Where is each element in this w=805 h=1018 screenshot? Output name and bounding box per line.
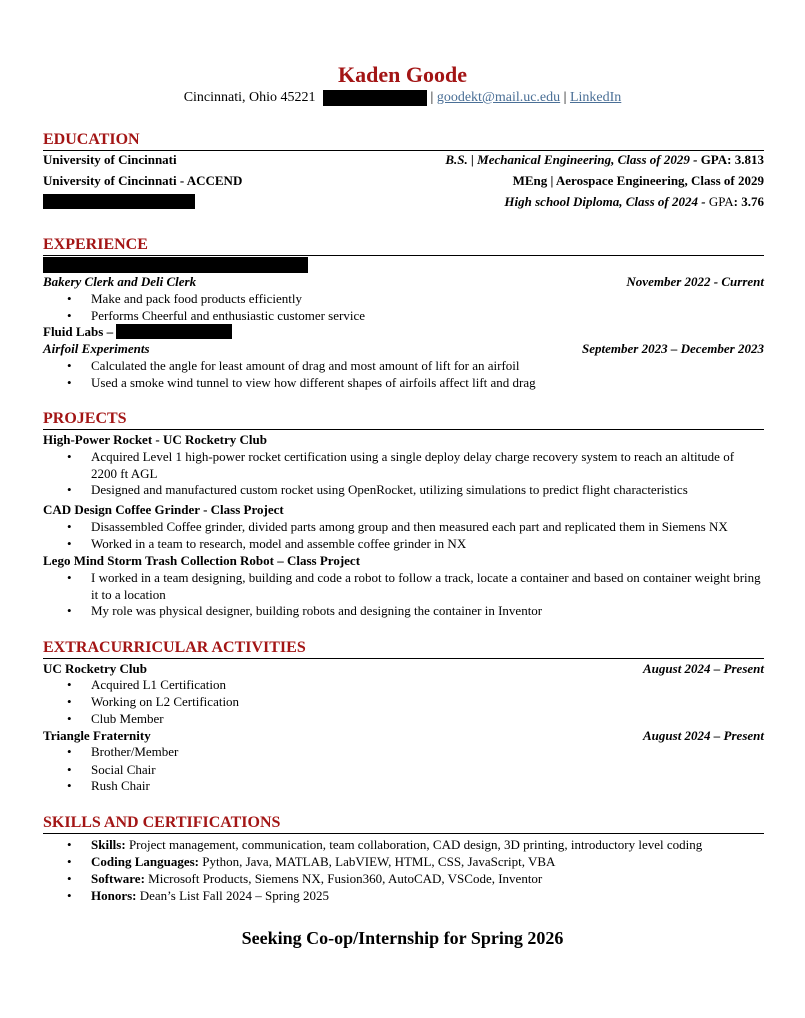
candidate-name: Kaden Goode bbox=[338, 62, 467, 87]
contact-separator-2: | bbox=[560, 90, 570, 105]
activity-dates: August 2024 – Present bbox=[643, 728, 764, 743]
redacted-lab-name bbox=[116, 324, 232, 339]
list-item: • Performs Cheerful and enthusiastic customer service bbox=[91, 308, 761, 325]
list-item: • Calculated the angle for least amount of drag and most amount of lift for an airfoil bbox=[91, 358, 761, 375]
redacted-employer bbox=[43, 257, 308, 273]
projects-heading: PROJECTS bbox=[43, 409, 764, 430]
activity-title: Triangle Fraternity bbox=[43, 728, 151, 743]
list-item: • Skills: Project management, communication, team collaboration, CAD design, 3D printing, introductory level coding bbox=[91, 837, 761, 854]
list-item: • Honors: Dean’s List Fall 2024 – Spring 2025 bbox=[91, 888, 761, 905]
project-title: CAD Design Coffee Grinder - Class Project bbox=[43, 502, 284, 517]
linkedin-link[interactable]: LinkedIn bbox=[569, 90, 622, 105]
skills-heading: SKILLS AND CERTIFICATIONS bbox=[43, 813, 764, 834]
list-item: • Coding Languages: Python, Java, MATLAB, LabVIEW, HTML, CSS, JavaScript, VBA bbox=[91, 854, 761, 871]
list-item: • Rush Chair bbox=[91, 778, 761, 795]
project-title-row bbox=[43, 552, 764, 569]
list-item: • My role was physical designer, building robots and designing the container in Inventor bbox=[91, 603, 761, 620]
redacted-school bbox=[43, 194, 195, 209]
job-title: Bakery Clerk and Deli Clerk bbox=[43, 274, 197, 289]
job-dates: September 2023 – December 2023 bbox=[582, 341, 764, 356]
experience-heading: EXPERIENCE bbox=[43, 235, 764, 256]
project-title: Lego Mind Storm Trash Collection Robot – Class Project bbox=[43, 553, 361, 568]
contact-separator: | bbox=[427, 90, 434, 105]
list-item: • Brother/Member bbox=[91, 744, 761, 761]
location: Cincinnati, Ohio 45221 bbox=[183, 90, 316, 105]
education-row bbox=[43, 151, 764, 168]
degree: B.S. | Mechanical Engineering, Class of 2029 - GPA: 3.813 bbox=[445, 152, 764, 167]
project-title-row bbox=[43, 501, 764, 518]
list-item: • Working on L2 Certification bbox=[91, 694, 761, 711]
list-item: • Club Member bbox=[91, 711, 761, 728]
list-item: • Acquired Level 1 high-power rocket certification using a single deploy delay charge recovery system to reach an altitude of 2200 ft AGL bbox=[91, 449, 761, 482]
project-title-row bbox=[43, 431, 764, 448]
email-link[interactable]: goodekt@mail.uc.edu bbox=[436, 90, 561, 105]
degree: High school Diploma, Class of 2024 - GPA: 3.76 bbox=[504, 194, 764, 209]
list-item: • Make and pack food products efficiently bbox=[91, 291, 761, 308]
degree: MEng | Aerospace Engineering, Class of 2029 bbox=[512, 173, 764, 188]
list-item: • Social Chair bbox=[91, 762, 761, 779]
education-row bbox=[43, 193, 764, 210]
objective-line: Seeking Co-op/Internship for Spring 2026 bbox=[241, 928, 564, 948]
school-name: University of Cincinnati - ACCEND bbox=[43, 173, 243, 188]
list-item: • Worked in a team to research, model and assemble coffee grinder in NX bbox=[91, 536, 761, 553]
activity-title-row bbox=[43, 727, 764, 744]
employer: Fluid Labs – bbox=[43, 323, 232, 340]
job-title-row bbox=[43, 273, 764, 290]
activity-title-row bbox=[43, 660, 764, 677]
job-dates: November 2022 - Current bbox=[626, 274, 764, 289]
list-item: • Disassembled Coffee grinder, divided parts among group and then measured each part and replicated them in Siemens NX bbox=[91, 519, 761, 536]
redacted-phone bbox=[323, 90, 427, 106]
education-row bbox=[43, 172, 764, 189]
school-name: University of Cincinnati bbox=[43, 152, 177, 167]
list-item: • Acquired L1 Certification bbox=[91, 677, 761, 694]
list-item: • Designed and manufactured custom rocket using OpenRocket, utilizing simulations to predict flight characteristics bbox=[91, 482, 761, 499]
employer-row bbox=[43, 323, 764, 340]
list-item: • I worked in a team designing, building and code a robot to follow a track, locate a container and based on container weight bring it to a location bbox=[91, 570, 761, 603]
project-title: High-Power Rocket - UC Rocketry Club bbox=[43, 432, 267, 447]
job-title: Airfoil Experiments bbox=[43, 341, 150, 356]
activity-dates: August 2024 – Present bbox=[643, 661, 764, 676]
extracurricular-heading: EXTRACURRICULAR ACTIVITIES bbox=[43, 638, 764, 659]
activity-title: UC Rocketry Club bbox=[43, 661, 147, 676]
job-title-row bbox=[43, 340, 764, 357]
contact-line bbox=[0, 89, 805, 106]
list-item: • Software: Microsoft Products, Siemens NX, Fusion360, AutoCAD, VSCode, Inventor bbox=[91, 871, 761, 888]
education-heading: EDUCATION bbox=[43, 130, 764, 151]
list-item: • Used a smoke wind tunnel to view how different shapes of airfoils affect lift and drag bbox=[91, 375, 761, 392]
